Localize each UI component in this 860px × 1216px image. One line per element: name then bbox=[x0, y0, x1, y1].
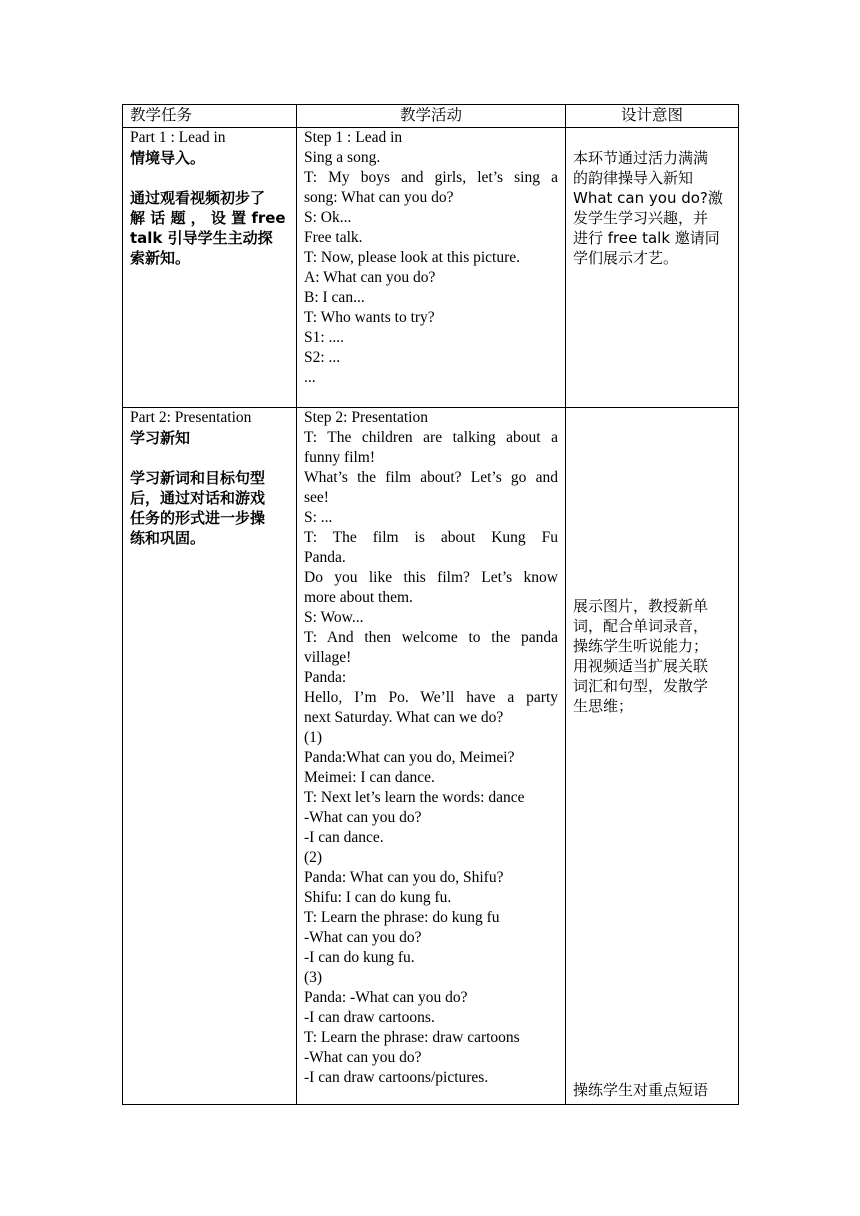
activity-line: S: ... bbox=[304, 509, 333, 526]
intent-line: 发学生学习兴趣，并 bbox=[573, 209, 709, 227]
activity-line: Panda. bbox=[304, 549, 346, 566]
activity-line: S: Wow... bbox=[304, 609, 364, 626]
task-desc-line: 索新知。 bbox=[130, 249, 191, 267]
intent-line: 词汇和句型，发散学 bbox=[573, 677, 709, 695]
intent-cell bbox=[566, 128, 739, 408]
activity-line: B: I can... bbox=[304, 289, 365, 306]
activity-line: Free talk. bbox=[304, 229, 363, 246]
header-row bbox=[123, 105, 739, 128]
intent-line: 学们展示才艺。 bbox=[573, 249, 679, 267]
task-cell bbox=[123, 408, 297, 1105]
activity-line: Panda: bbox=[304, 669, 347, 686]
activity-cell bbox=[297, 128, 566, 408]
activity-cell bbox=[297, 408, 566, 1105]
activity-line: funny film! bbox=[304, 449, 376, 466]
activity-line: village! bbox=[304, 649, 352, 666]
activity-line: S2: ... bbox=[304, 349, 341, 366]
header-intent: 设计意图 bbox=[566, 105, 739, 128]
activity-line: Meimei: I can dance. bbox=[304, 769, 435, 786]
activity-line: T: Learn the phrase: do kung fu bbox=[304, 909, 500, 926]
activity-line: T: The children are talking about a bbox=[304, 429, 558, 446]
activity-line: -What can you do? bbox=[304, 929, 422, 946]
activity-line: T: Next let’s learn the words: dance bbox=[304, 789, 525, 806]
table-row bbox=[123, 128, 739, 408]
lesson-plan-table bbox=[122, 104, 739, 1105]
header-task: 教学任务 bbox=[123, 105, 297, 128]
activity-line: Step 1 : Lead in bbox=[304, 129, 403, 146]
intent-line: 操练学生对重点短语 bbox=[573, 1081, 709, 1099]
task-desc-line: 练和巩固。 bbox=[130, 529, 206, 547]
spacer bbox=[130, 168, 289, 188]
activity-line: Do you like this film? Let’s know bbox=[304, 569, 558, 586]
activity-line: -I can dance. bbox=[304, 829, 384, 846]
activity-line: -I can draw cartoons/pictures. bbox=[304, 1069, 489, 1086]
part-label: Part 1 : Lead in bbox=[130, 129, 226, 146]
activity-line: T: And then welcome to the panda bbox=[304, 629, 558, 646]
activity-line: What’s the film about? Let’s go and bbox=[304, 469, 558, 486]
activity-line: ... bbox=[304, 369, 316, 386]
activity-line: -I can draw cartoons. bbox=[304, 1009, 435, 1026]
activity-line: see! bbox=[304, 489, 329, 506]
activity-line: Hello, I’m Po. We’ll have a party bbox=[304, 689, 558, 706]
task-desc-line: talk 引导学生主动探 bbox=[130, 229, 273, 247]
activity-line: A: What can you do? bbox=[304, 269, 436, 286]
activity-line: song: What can you do? bbox=[304, 189, 454, 206]
activity-line: Shifu: I can do kung fu. bbox=[304, 889, 452, 906]
activity-line: next Saturday. What can we do? bbox=[304, 709, 504, 726]
intent-cell bbox=[566, 408, 739, 1105]
activity-line: T: The film is about Kung Fu bbox=[304, 529, 558, 546]
activity-line: T: Learn the phrase: draw cartoons bbox=[304, 1029, 520, 1046]
activity-line: (1) bbox=[304, 729, 323, 746]
task-desc-line: 任务的形式进一步操 bbox=[130, 509, 266, 527]
task-desc-line: 通过观看视频初步了 bbox=[130, 189, 266, 207]
activity-line: S1: .... bbox=[304, 329, 345, 346]
task-desc-line: 后，通过对话和游戏 bbox=[130, 489, 266, 507]
spacer bbox=[130, 448, 289, 468]
intent-line: 操练学生听说能力； bbox=[573, 637, 709, 655]
activity-line: T: My boys and girls, let’s sing a bbox=[304, 169, 558, 186]
intent-line: What can you do?激 bbox=[573, 189, 723, 207]
intent-line: 生思维； bbox=[573, 697, 634, 715]
activity-line: -What can you do? bbox=[304, 809, 422, 826]
activity-line: T: Now, please look at this picture. bbox=[304, 249, 521, 266]
activity-line: Step 2: Presentation bbox=[304, 409, 428, 426]
activity-line: T: Who wants to try? bbox=[304, 309, 435, 326]
intent-line: 展示图片，教授新单 bbox=[573, 597, 709, 615]
task-desc-line: 学习新词和目标句型 bbox=[130, 469, 266, 487]
part-label: Part 2: Presentation bbox=[130, 409, 252, 426]
intent-line: 进行 free talk 邀请同 bbox=[573, 229, 720, 247]
activity-line: more about them. bbox=[304, 589, 413, 606]
intent-line: 的韵律操导入新知 bbox=[573, 169, 694, 187]
task-cell bbox=[123, 128, 297, 408]
activity-line: Panda: -What can you do? bbox=[304, 989, 468, 1006]
activity-line: -I can do kung fu. bbox=[304, 949, 415, 966]
header-activity: 教学活动 bbox=[297, 105, 566, 128]
task-desc-line: 解 话 题 ， 设 置 free bbox=[130, 209, 286, 227]
intent-line: 本环节通过活力满满 bbox=[573, 149, 709, 167]
intent-line: 词，配合单词录音， bbox=[573, 617, 709, 635]
activity-line: Sing a song. bbox=[304, 149, 381, 166]
intent-line: 用视频适当扩展关联 bbox=[573, 657, 709, 675]
part-title: 情境导入。 bbox=[130, 149, 206, 167]
part-title: 学习新知 bbox=[130, 429, 191, 447]
activity-line: S: Ok... bbox=[304, 209, 352, 226]
activity-line: (2) bbox=[304, 849, 323, 866]
activity-line: Panda:What can you do, Meimei? bbox=[304, 749, 515, 766]
activity-line: (3) bbox=[304, 969, 323, 986]
table-row bbox=[123, 408, 739, 1105]
activity-line: Panda: What can you do, Shifu? bbox=[304, 869, 504, 886]
activity-line: -What can you do? bbox=[304, 1049, 422, 1066]
